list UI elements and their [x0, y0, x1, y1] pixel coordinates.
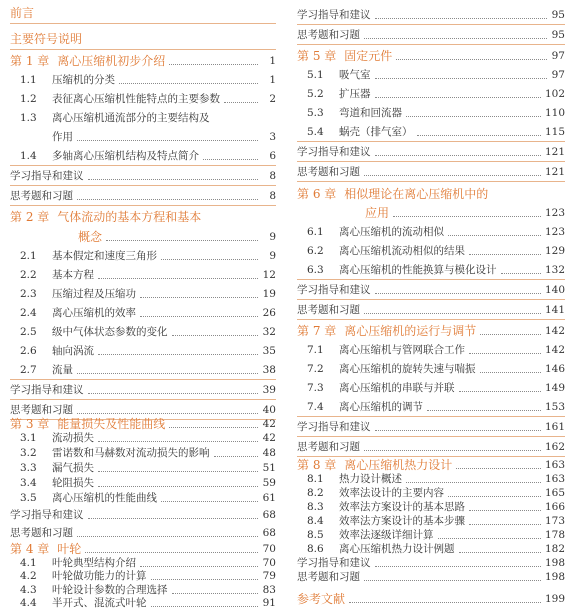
- toc-symbols[interactable]: 主要符号说明: [10, 32, 83, 46]
- divider: [10, 23, 276, 24]
- entry-title: 叶轮设计参数的合理选择: [52, 584, 168, 596]
- entry-title: 思考题和习题: [297, 571, 360, 583]
- toc-section-5-3[interactable]: 5.3 弯道和回流器 110: [307, 107, 565, 119]
- leader-dots: [151, 579, 259, 580]
- toc-section-4-2[interactable]: [10, 570, 276, 583]
- toc-section-2-3[interactable]: 2.3 压缩过程及压缩功 19: [20, 288, 276, 300]
- toc-chapter-4[interactable]: 第 4 章 叶轮 70: [10, 542, 276, 556]
- toc-section-8-2[interactable]: 8.2 效率法设计的主要内容 165: [307, 487, 565, 499]
- toc-section-7-4[interactable]: 7.4 离心压缩机的调节 153: [307, 401, 565, 413]
- leader-dots: [151, 606, 259, 607]
- toc-chapter-2-cont[interactable]: 概念 9: [78, 230, 276, 244]
- toc-section-4-4[interactable]: [10, 597, 276, 610]
- toc-section-2-7[interactable]: 2.7 流量 38: [20, 364, 276, 376]
- section-number: 4.4: [20, 597, 37, 609]
- toc-questions-3[interactable]: 思考题和习题 68: [10, 527, 276, 539]
- toc-section-7-3[interactable]: 7.3 离心压缩机的串联与并联 149: [307, 382, 565, 394]
- toc-chapter-6-cont[interactable]: 应用 123: [365, 206, 565, 220]
- page-number: 199: [544, 593, 565, 605]
- toc-section-6-2[interactable]: 6.2 离心压缩机流动相似的结果 129: [307, 245, 565, 257]
- toc-chapter-6[interactable]: 第 6 章 相似理论在离心压缩机中的: [297, 187, 489, 201]
- toc-section-5-4[interactable]: 5.4 蜗壳（排气室） 115: [307, 126, 565, 138]
- entry-title: 学习指导和建议: [297, 557, 371, 569]
- toc-preface[interactable]: 前言: [10, 6, 35, 20]
- toc-section-2-2[interactable]: 2.2 基本方程 12: [20, 269, 276, 281]
- leader-dots: [169, 64, 258, 65]
- toc-guide-5[interactable]: 学习指导和建议 121: [297, 146, 565, 158]
- toc-questions-7[interactable]: 思考题和习题 162: [297, 441, 565, 453]
- toc-section-3-4[interactable]: 3.4 轮阻损失 59: [20, 477, 276, 489]
- page-number: 79: [262, 570, 276, 582]
- toc-section-8-1[interactable]: 8.1 热力设计概述 163: [307, 473, 565, 485]
- toc-questions-8[interactable]: [297, 570, 565, 584]
- toc-guide-8[interactable]: [297, 556, 565, 570]
- toc-section-3-1[interactable]: 3.1 流动损失 42: [20, 432, 276, 444]
- page-number: 198: [544, 571, 565, 583]
- toc-guide-7[interactable]: 学习指导和建议 161: [297, 421, 565, 433]
- section-number: 4.2: [20, 570, 37, 582]
- toc-chapter-8[interactable]: 第 8 章 离心压缩机热力设计 163: [297, 458, 565, 472]
- page-number: 91: [262, 597, 276, 609]
- toc-chapter-2[interactable]: 第 2 章 气体流动的基本方程和基本: [10, 210, 202, 224]
- entry-title: 半开式、混流式叶轮: [52, 597, 147, 609]
- entry-title: 参考文献: [297, 592, 346, 606]
- page-number: 83: [262, 584, 276, 596]
- toc-section-8-3[interactable]: 8.3 效率法方案设计的基本思路 166: [307, 501, 565, 513]
- toc-guide-1[interactable]: 学习指导和建议 8: [10, 170, 276, 182]
- toc-questions-6[interactable]: 思考题和习题 141: [297, 304, 565, 316]
- toc-guide-6[interactable]: 学习指导和建议 140: [297, 284, 565, 296]
- toc-chapter-3[interactable]: 第 3 章 能量损失及性能曲线 42: [10, 417, 276, 431]
- toc-section-3-2[interactable]: 3.2 雷诺数和马赫数对流动损失的影响 48: [20, 447, 276, 459]
- toc-section-8-5[interactable]: 8.5 效率法逐级详细计算 178: [307, 529, 565, 541]
- toc-section-3-5[interactable]: 3.5 离心压缩机的性能曲线 61: [20, 492, 276, 504]
- toc-guide-2[interactable]: 学习指导和建议 39: [10, 384, 276, 396]
- toc-section-2-6[interactable]: 2.6 轴向涡流 35: [20, 345, 276, 357]
- toc-questions-4[interactable]: 思考题和习题 95: [297, 29, 565, 41]
- toc-section-2-5[interactable]: 2.5 级中气体状态参数的变化 32: [20, 326, 276, 338]
- toc-section-2-4[interactable]: 2.4 离心压缩机的效率 26: [20, 307, 276, 319]
- toc-guide-3[interactable]: 学习指导和建议 68: [10, 509, 276, 521]
- toc-section-1-1[interactable]: 1.1 压缩机的分类 1: [20, 74, 276, 86]
- toc-section-6-1[interactable]: 6.1 离心压缩机的流动相似 123: [307, 226, 565, 238]
- toc-section-8-4[interactable]: 8.4 效率法方案设计的基本步骤 173: [307, 515, 565, 527]
- toc-section-1-3-cont[interactable]: 作用 3: [52, 131, 276, 143]
- toc-section-5-1[interactable]: 5.1 吸气室 97: [307, 69, 565, 81]
- leader-dots: [172, 593, 259, 594]
- toc-section-3-3[interactable]: 3.3 漏气损失 51: [20, 462, 276, 474]
- toc-questions-2[interactable]: 思考题和习题 40: [10, 404, 276, 416]
- page-number: 198: [544, 557, 565, 569]
- section-number: 4.3: [20, 584, 37, 596]
- toc-section-5-2[interactable]: 5.2 扩压器 102: [307, 88, 565, 100]
- toc-guide-4[interactable]: 学习指导和建议 95: [297, 9, 565, 21]
- leader-dots: [364, 580, 541, 581]
- toc-section-1-3[interactable]: 1.3 离心压缩机通流部分的主要结构及: [20, 112, 210, 124]
- entry-title: 叶轮做功能力的计算: [52, 570, 147, 582]
- toc-section-1-4[interactable]: 1.4 多轴离心压缩机结构及特点简介 6: [20, 150, 276, 162]
- toc-questions-5[interactable]: 思考题和习题 121: [297, 166, 565, 178]
- toc-section-8-6[interactable]: 8.6 离心压缩机热力设计例题 182: [307, 543, 565, 555]
- toc-chapter-7[interactable]: 第 7 章 离心压缩机的运行与调节 142: [297, 324, 565, 338]
- leader-dots: [349, 602, 541, 603]
- toc-section-4-3[interactable]: [10, 584, 276, 597]
- toc-section-2-1[interactable]: 2.1 基本假定和速度三角形 9: [20, 250, 276, 262]
- toc-section-7-1[interactable]: 7.1 离心压缩机与管网联合工作 142: [307, 344, 565, 356]
- toc-section-6-3[interactable]: 6.3 离心压缩机的性能换算与模化设计 132: [307, 264, 565, 276]
- toc-section-4-1[interactable]: 4.1 叶轮典型结构介绍 70: [20, 557, 276, 569]
- toc-chapter-1[interactable]: 第 1 章 离心压缩机初步介绍 1: [10, 54, 276, 68]
- leader-dots: [375, 566, 541, 567]
- toc-questions-1[interactable]: 思考题和习题 8: [10, 190, 276, 202]
- toc-section-7-2[interactable]: 7.2 离心压缩机的旋转失速与喘振 146: [307, 363, 565, 375]
- toc-section-1-2[interactable]: 1.2 表征离心压缩机性能特点的主要参数 2: [20, 93, 276, 105]
- toc-references[interactable]: [297, 590, 565, 606]
- toc-chapter-5[interactable]: 第 5 章 固定元件 97: [297, 49, 565, 63]
